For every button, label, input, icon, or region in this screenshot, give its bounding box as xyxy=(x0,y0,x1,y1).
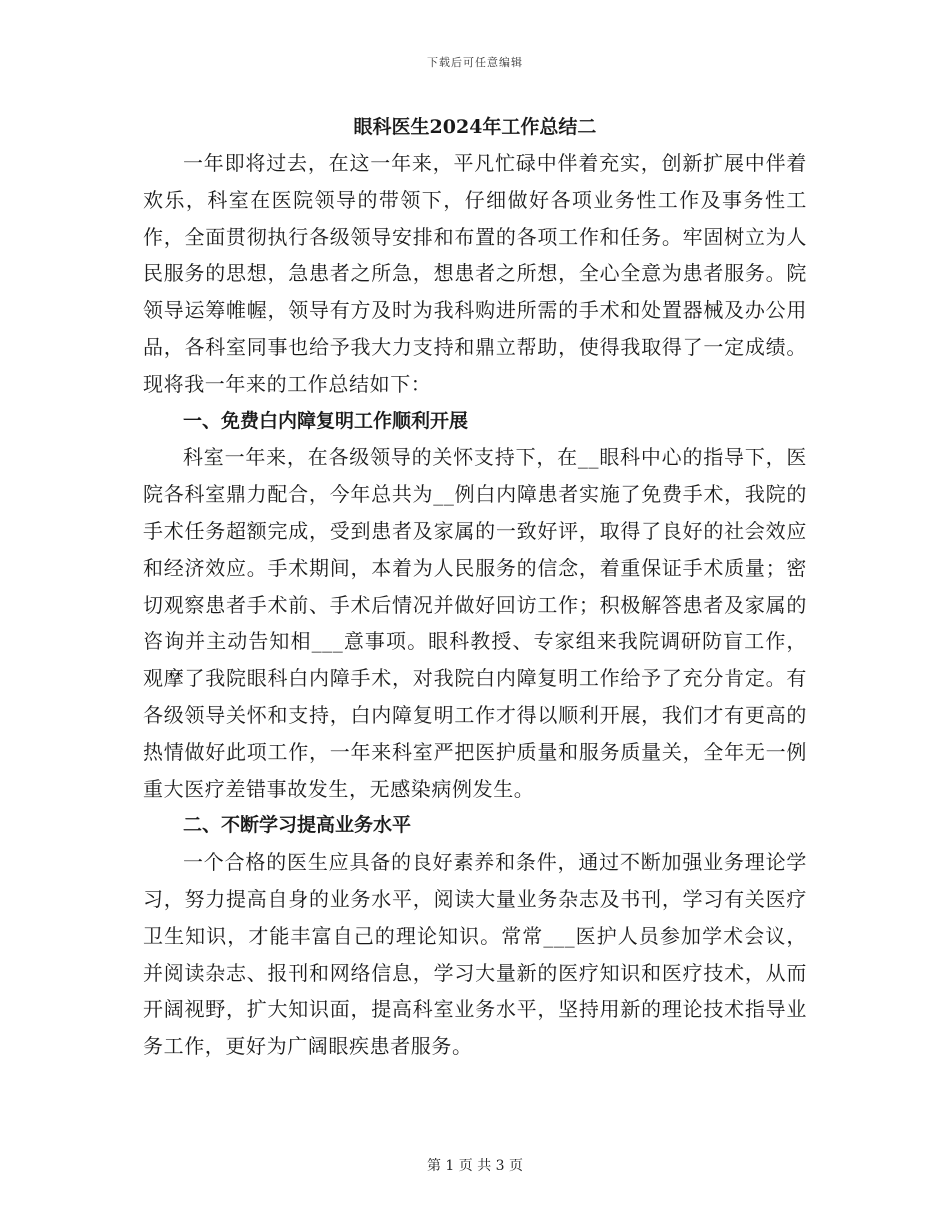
document-title: 眼科医生2024年工作总结二 xyxy=(353,116,597,138)
section-1-paragraph: 科室一年来，在各级领导的关怀支持下，在__眼科中心的指导下，医院各科室鼎力配合，今年总共为__例白内障患者实施了免费手术，我院的手术任务超额完成，受到患者及家属的一致好评，取得了良好的社会效应和经济效应。手术期间，本着为人民服务的信念，着重保证手术质量；密切观察患者手术前、手术后情况并做好回访工作；积极解答患者及家属的咨询并主动告知相___意事项。眼科教授、专家组来我院调研防盲工作，观摩了我院眼科白内障手术，对我院白内障复明工作给予了充分肯定。有各级领导关怀和支持，白内障复明工作才得以顺利开展，我们才有更高的热情做好此项工作，一年来科室严把医护质量和服务质量关，全年无一例重大医疗差错事故发生，无感染病例发生。 xyxy=(143,445,807,801)
section-2-paragraph: 一个合格的医生应具备的良好素养和条件，通过不断加强业务理论学习，努力提高自身的业务水平，阅读大量业务杂志及书刊，学习有关医疗卫生知识，才能丰富自己的理论知识。常常___医护人员参加学术会议，并阅读杂志、报刊和网络信息，学习大量新的医疗知识和医疗技术，从而开阔视野，扩大知识面，提高科室业务水平，坚持用新的理论技术指导业务工作，更好为广阔眼疾患者服务。 xyxy=(143,850,807,1059)
page-footer: 第 1 页 共 3 页 xyxy=(426,1158,524,1174)
document-body xyxy=(143,111,807,1065)
section-2-heading: 二、不断学习提高业务水平 xyxy=(183,814,412,837)
intro-paragraph: 一年即将过去，在这一年来，平凡忙碌中伴着充实，创新扩展中伴着欢乐，科室在医院领导的带领下，仔细做好各项业务性工作及事务性工作，全面贯彻执行各级领导安排和布置的各项工作和任务。牢固树立为人民服务的思想，急患者之所急，想患者之所想，全心全意为患者服务。院领导运筹帷幄，领导有方及时为我科购进所需的手术和处置器械及办公用品，各科室同事也给予我大力支持和鼎立帮助，使得我取得了一定成绩。现将我一年来的工作总结如下： xyxy=(143,151,807,396)
section-1-heading: 一、免费白内障复明工作顺利开展 xyxy=(183,409,469,432)
header-note: 下载后可任意编辑 xyxy=(427,56,523,69)
